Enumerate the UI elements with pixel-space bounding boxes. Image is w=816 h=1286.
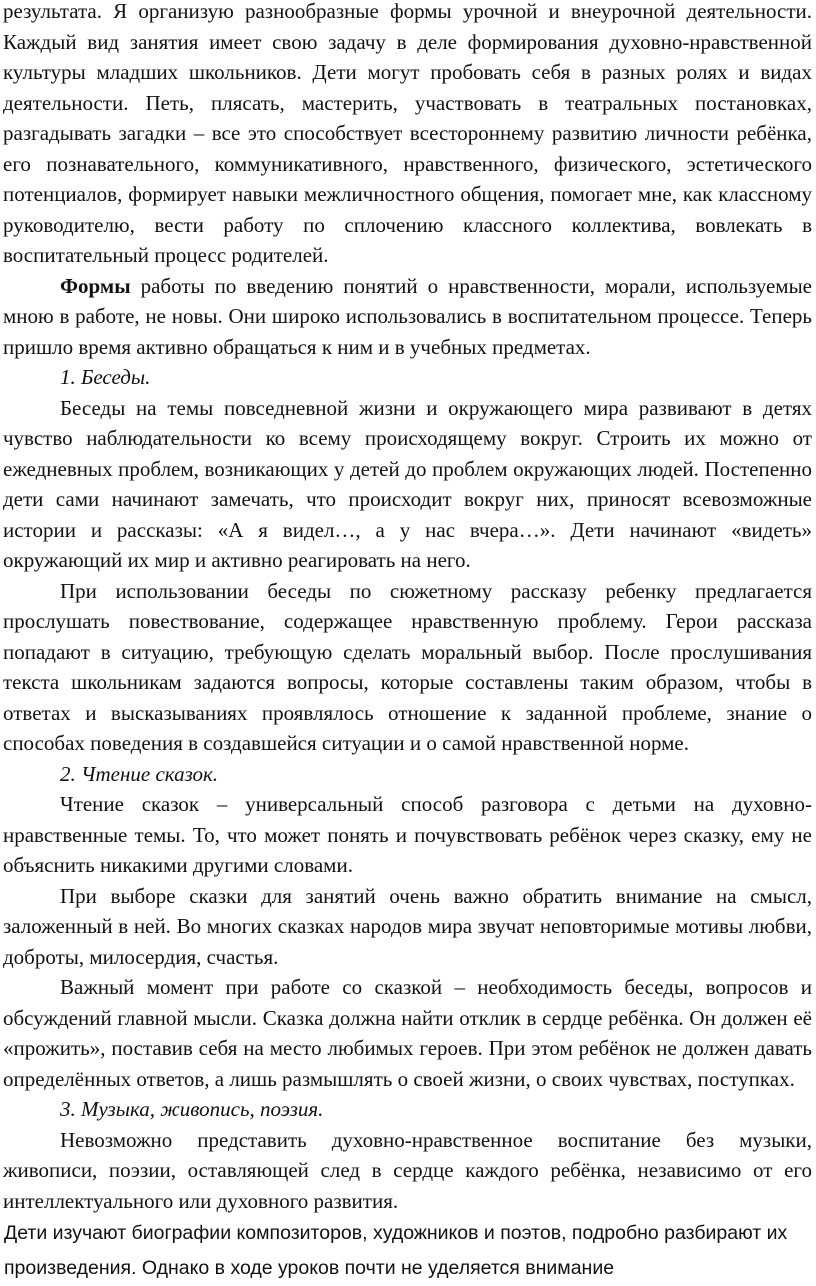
paragraph-forms — [3, 271, 812, 363]
paragraph-fairy-tales-choice: При выборе сказки для занятий очень важно обратить внимание на смысл, заложенный в ней. Во многих сказках народов мира звучат неповторимые мотивы любви, доброты, милосердия, счастья. — [3, 883, 812, 969]
paragraph-conversations-story: При использовании беседы по сюжетному рассказу ребенку предлагается прослушать повествование, содержащее нравственную проблему. Герои рассказа попадают в ситуацию, требующую сделать моральный выбор. После прослушивания текста школьникам задаются вопросы, которые составлены таким образом, чтобы в ответах и высказываниях проявлялось отношение к заданной проблеме, знание о способах поведения в создавшейся ситуации и о самой нравственной норме. — [3, 578, 812, 755]
paragraph-intro: результата. Я организую разнообразные формы урочной и внеурочной деятельности. Каждый вид занятия имеет свою задачу в деле формирования духовно-нравственной культуры младших школьников. Дети могут пробовать себя в разных ролях и видах деятельности. Петь, плясать, мастерить, участвовать в театральных постановках, разгадывать загадки – все это способствует всестороннему развитию личности ребёнка, его познавательного, коммуникативного, нравственного, физического, эстетического потенциалов, формирует навыки межличностного общения, помогает мне, как классному руководителю, вести работу по сплочению классного коллектива, вовлекать в воспитательный процесс родителей. — [3, 0, 812, 267]
section-heading-conversations: 1. Беседы. — [60, 365, 151, 389]
paragraph-fairy-tales-discussion: Важный момент при работе со сказкой – необходимость беседы, вопросов и обсуждений главной мысли. Сказка должна найти отклик в сердце ребёнка. Он должен её «прожить», поставив себя на место любимых героев. При этом ребёнок не должен давать определённых ответов, а лишь размышлять о своей жизни, о своих чувствах, поступках. — [3, 975, 812, 1091]
section-heading-music-art-poetry: 3. Музыка, живопись, поэзия. — [60, 1097, 324, 1121]
forms-text: работы по введению понятий о нравственности, морали, используемые мною в работе, не новы. Они широко использовались в воспитательном процессе. Теперь пришло время активно обращаться к ним и в учебных предметах. — [3, 273, 812, 359]
paragraph-conversations-everyday: Беседы на темы повседневной жизни и окружающего мира развивают в детях чувство наблюдательности ко всему происходящему вокруг. Строить их можно от ежедневных проблем, возникающих у детей до проблем окружающих людей. Постепенно дети сами начинают замечать, что происходит вокруг них, приносят всевозможные истории и рассказы: «А я видел…, а у нас вчера…». Дети начинают «видеть» окружающий их мир и активно реагировать на него. — [3, 395, 812, 572]
section-heading-fairy-tales: 2. Чтение сказок. — [60, 761, 219, 786]
paragraph-biographies: Дети изучают биографии композиторов, художников и поэтов, подробно разбирают их произведения. Однако в ходе уроков почти не уделяется внимание — [4, 1222, 788, 1279]
forms-bold-term: Формы — [60, 273, 131, 298]
paragraph-fairy-tales-universal: Чтение сказок – универсальный способ разговора с детьми на духовно-нравственные темы. То, что может понять и почувствовать ребёнок через сказку, ему не объяснить никакими другими словами. — [3, 792, 812, 877]
paragraph-music-art-poetry: Невозможно представить духовно-нравственное воспитание без музыки, живописи, поэзии, оставляющей след в сердце каждого ребёнка, независимо от его интеллектуального или духовного развития. — [3, 1127, 812, 1213]
